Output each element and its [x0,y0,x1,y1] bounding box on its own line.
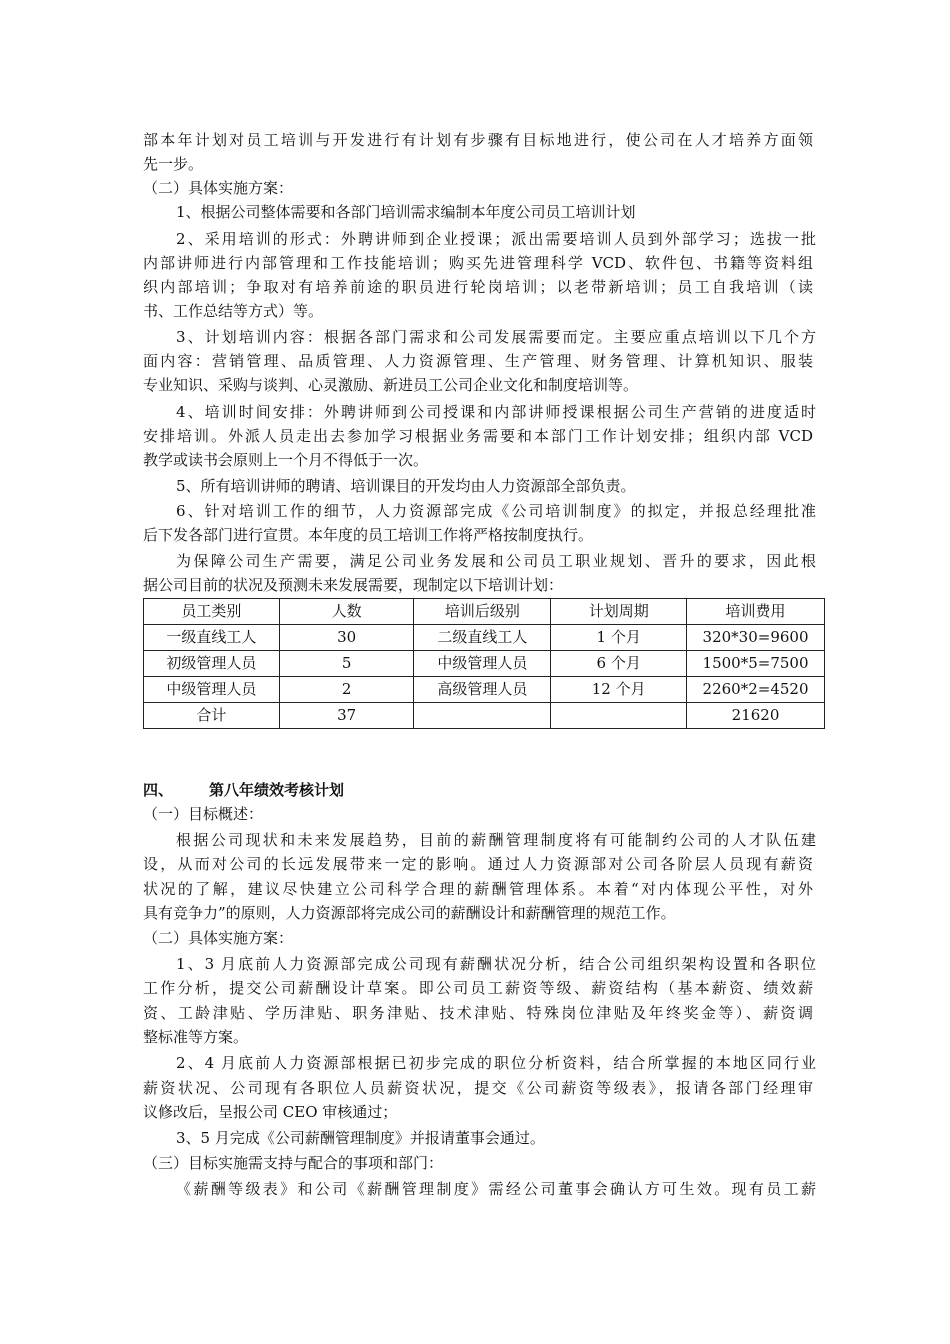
table-cell: 一级直线工人 [144,625,280,651]
paragraph-line: 整标准等方案。 [143,1028,249,1046]
list-item: 4、培训时间安排：外聘讲师到公司授课和内部讲师授课根据公司生产营销的进度适时 [176,403,816,421]
subheading: （一）目标概述： [143,805,264,823]
section-number: 四、 [143,781,174,799]
training-plan-table [143,598,825,729]
paragraph-line: 先一步。 [143,155,204,173]
table-cell: 12 个月 [551,677,687,703]
paragraph-line: 为保障公司生产需要，满足公司业务发展和公司员工职业规划、晋升的要求，因此根 [176,552,816,570]
column-header: 人数 [279,599,414,625]
table-cell: 1500*5=7500 [687,651,825,677]
list-item: 1、3 月底前人力资源部完成公司现有薪酬状况分析，结合公司组织架构设置和各职位 [176,955,816,973]
column-header: 培训后级别 [414,599,551,625]
table-cell: 1 个月 [551,625,687,651]
table-cell [414,703,551,729]
subheading: （二）具体实施方案： [143,179,294,197]
table-total-row [144,703,825,729]
paragraph-line: 教学或读书会原则上一个月不得低于一次。 [143,451,429,469]
paragraph-line: 织内部培训；争取对有培养前途的职员进行轮岗培训；以老带新培训；员工自我培训（读 [143,278,813,296]
table-cell: 二级直线工人 [414,625,551,651]
paragraph-line: 设，从而对公司的长远发展带来一定的影响。通过人力资源部对公司各阶层人员现有薪资 [143,855,813,873]
paragraph-line: 后下发各部门进行宣贯。本年度的员工培训工作将严格按制度执行。 [143,526,594,544]
section-title: 第八年绩效考核计划 [209,781,345,799]
section-heading [143,778,813,802]
list-item: 3、5 月完成《公司薪酬管理制度》并报请董事会通过。 [176,1129,545,1147]
table-cell: 21620 [687,703,825,729]
paragraph-line: 根据公司现状和未来发展趋势，目前的薪酬管理制度将有可能制约公司的人才队伍建 [176,831,816,849]
list-item: 2、4 月底前人力资源部根据已初步完成的职位分析资料，结合所掌握的本地区同行业 [176,1054,816,1072]
table-cell: 37 [279,703,414,729]
paragraph-line: 专业知识、采购与谈判、心灵激励、新进员工公司企业文化和制度培训等。 [143,376,639,394]
paragraph-line: 议修改后，呈报公司 CEO 审核通过； [143,1103,398,1121]
paragraph-line: 书、工作总结等方式）等。 [143,302,324,320]
table-cell: 2260*2=4520 [687,677,825,703]
paragraph-line: 安排培训。外派人员走出去参加学习根据业务需要和本部门工作计划安排；组织内部 VCD [143,427,813,445]
column-header: 培训费用 [687,599,825,625]
table-row [144,651,825,677]
table-cell: 2 [279,677,414,703]
paragraph-line: 内部讲师进行内部管理和工作技能培训；购买先进管理科学 VCD、软件包、书籍等资料组 [143,254,813,272]
paragraph-line: 薪资状况、公司现有各职位人员薪资状况，提交《公司薪资等级表》，报请各部门经理审 [143,1079,813,1097]
paragraph-line: 状况的了解，建议尽快建立公司科学合理的薪酬管理体系。本着“对内体现公平性，对外 [143,880,813,898]
paragraph-line: 据公司目前的状况及预测未来发展需要，现制定以下培训计划： [143,576,564,594]
paragraph-line: 《薪酬等级表》和公司《薪酬管理制度》需经公司董事会确认方可生效。现有员工薪 [176,1180,816,1198]
paragraph-line: 工作分析，提交公司薪酬设计草案。即公司员工薪资等级、薪资结构（基本薪资、绩效薪 [143,979,813,997]
table-cell: 中级管理人员 [144,677,280,703]
paragraph-line: 具有竞争力”的原则，人力资源部将完成公司的薪酬设计和薪酬管理的规范工作。 [143,904,676,922]
column-header: 计划周期 [551,599,687,625]
table-cell: 合计 [144,703,280,729]
table-row [144,677,825,703]
table-cell: 中级管理人员 [414,651,551,677]
table-cell: 30 [279,625,414,651]
table-cell [551,703,687,729]
column-header: 员工类别 [144,599,280,625]
table-row [144,625,825,651]
paragraph-line: 资、工龄津贴、学历津贴、职务津贴、技术津贴、特殊岗位津贴及年终奖金等）、薪资调 [143,1004,813,1022]
table-cell: 6 个月 [551,651,687,677]
subheading: （三）目标实施需支持与配合的事项和部门： [143,1154,444,1172]
list-item: 5、所有培训讲师的聘请、培训课目的开发均由人力资源部全部负责。 [176,477,636,495]
table-cell: 初级管理人员 [144,651,280,677]
list-item: 2、采用培训的形式：外聘讲师到企业授课；派出需要培训人员到外部学习；选拔一批 [176,230,816,248]
list-item: 3、计划培训内容：根据各部门需求和公司发展需要而定。主要应重点培训以下几个方 [176,328,816,346]
paragraph-line: 部本年计划对员工培训与开发进行有计划有步骤有目标地进行，使公司在人才培养方面领 [143,131,813,149]
table-cell: 320*30=9600 [687,625,825,651]
subheading: （二）具体实施方案： [143,929,294,947]
table-cell: 高级管理人员 [414,677,551,703]
list-item: 6、针对培训工作的细节，人力资源部完成《公司培训制度》的拟定，并报总经理批准 [176,502,816,520]
table-cell: 5 [279,651,414,677]
list-item: 1、根据公司整体需要和各部门培训需求编制本年度公司员工培训计划 [176,203,636,221]
table-header-row [144,599,825,625]
paragraph-line: 面内容：营销管理、品质管理、人力资源管理、生产管理、财务管理、计算机知识、服装 [143,352,813,370]
